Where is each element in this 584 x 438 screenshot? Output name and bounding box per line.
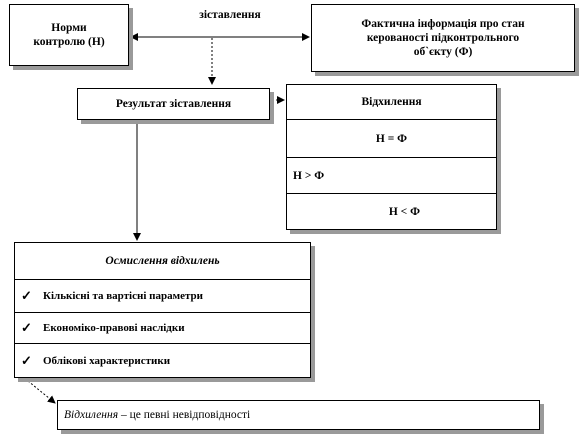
deviation-equal: Н = Ф <box>287 119 496 157</box>
reflection-item-label: Облікові характеристики <box>43 355 171 367</box>
deviation-less: Н < Ф <box>287 193 496 230</box>
reflection-item <box>15 312 310 343</box>
deviations-title: Відхилення <box>361 96 422 108</box>
norms-box <box>9 4 129 66</box>
reflection-item <box>15 343 310 378</box>
facts-box <box>311 4 575 72</box>
facts-line1: Фактична інформація про стан <box>361 18 525 30</box>
facts-line3: об`єкту (Ф) <box>413 46 473 58</box>
compare-label: зіставлення <box>199 9 261 21</box>
reflection-item-label: Кількісні та вартісні параметри <box>43 290 203 302</box>
check-icon: ✓ <box>21 353 32 368</box>
reflection-to-definition-arrow <box>28 381 55 403</box>
reflection-item <box>15 279 310 312</box>
reflection-box <box>14 242 311 378</box>
norms-line2: контролю (Н) <box>33 36 105 48</box>
check-icon: ✓ <box>21 288 32 303</box>
reflection-item-label: Економіко-правові наслідки <box>43 322 185 334</box>
norms-line1: Норми <box>51 22 87 34</box>
result-box <box>77 88 270 120</box>
facts-line2: керованості підконтрольного <box>366 32 520 44</box>
reflection-title: Осмислення відхилень <box>105 255 220 267</box>
deviation-greater: Н > Ф <box>287 157 496 193</box>
definition-box <box>57 400 540 430</box>
definition-term: Відхилення <box>64 409 119 421</box>
result-label: Результат зіставлення <box>115 98 232 110</box>
check-icon: ✓ <box>21 320 32 335</box>
definition-text: – це певні невідповідності <box>118 409 251 421</box>
deviations-table <box>286 84 497 230</box>
